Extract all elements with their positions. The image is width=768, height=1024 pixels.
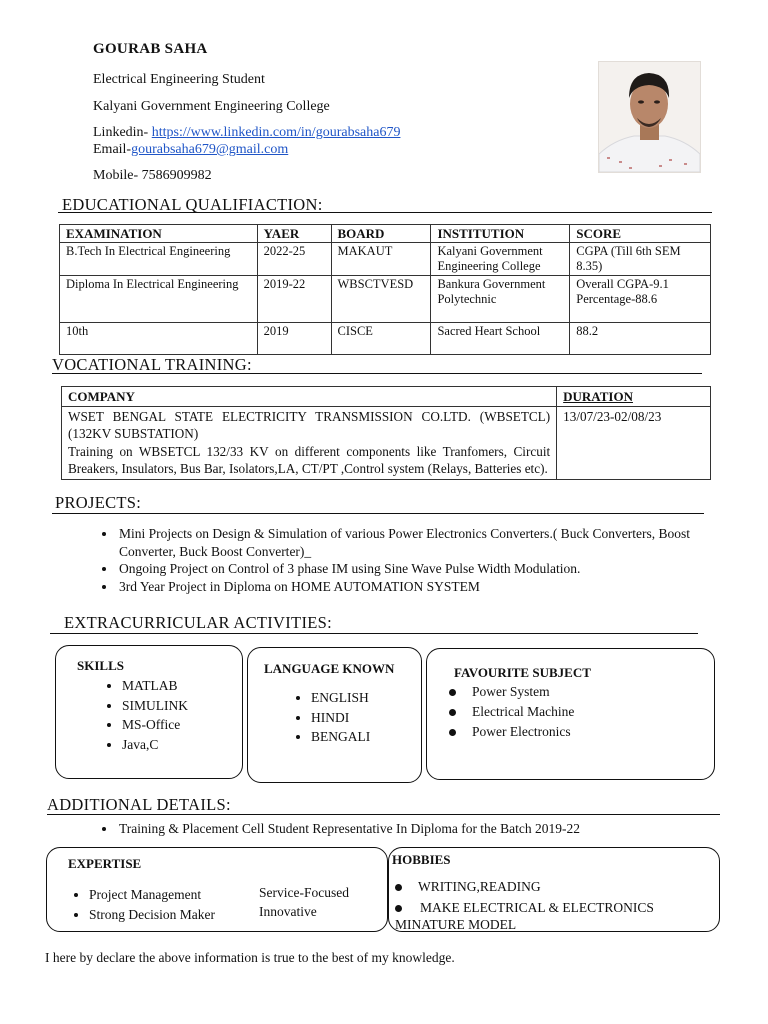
expertise-title: EXPERTISE <box>68 856 142 871</box>
hobbies-box <box>388 847 720 932</box>
bullet-icon <box>449 709 456 716</box>
hobby-item: WRITING,READING <box>395 879 541 895</box>
profile-photo <box>598 61 701 173</box>
vocational-heading: VOCATIONAL TRAINING: <box>52 355 252 374</box>
skills-title: SKILLS <box>77 658 124 673</box>
table-cell: Bankura Government Polytechnic <box>431 275 570 322</box>
list-item: • Strong Decision Maker <box>89 905 215 925</box>
declaration: I here by declare the above information is true to the best of my knowledge. <box>45 950 455 965</box>
duration-cell: 13/07/23-02/08/23 <box>557 406 711 479</box>
favourite-subject-box <box>426 648 715 780</box>
skills-box <box>55 645 243 779</box>
table-cell: CISCE <box>331 322 431 354</box>
hobbies-title: HOBBIES <box>392 852 451 867</box>
table-cell: MAKAUT <box>331 242 431 275</box>
table-row <box>60 275 711 322</box>
list-item: • MATLAB <box>122 676 188 696</box>
list-item: • Training & Placement Cell Student Representative In Diploma for the Batch 2019-22 <box>117 820 737 838</box>
email-link[interactable]: gourabsaha679@gmail.com <box>131 142 289 157</box>
table-cell: CGPA (Till 6th SEM 8.35) <box>570 242 711 275</box>
table-cell: Overall CGPA-9.1 Percentage-88.6 <box>570 275 711 322</box>
hobby-item: MAKE ELECTRICAL & ELECTRONICS MINATURE MODEL <box>395 900 654 932</box>
subjects-title: FAVOURITE SUBJECT <box>454 665 591 680</box>
table-cell: Sacred Heart School <box>431 322 570 354</box>
table-header-row <box>60 225 711 243</box>
list-item: • BENGALI <box>311 727 370 747</box>
skills-list <box>104 676 188 754</box>
table-cell: 2019 <box>257 322 331 354</box>
list-item: • Ongoing Project on Control of 3 phase IM using Sine Wave Pulse Width Modulation. <box>117 560 717 578</box>
table-cell: 2022-25 <box>257 242 331 275</box>
table-header-row <box>62 387 711 407</box>
linkedin-line <box>93 125 400 141</box>
linkedin-label: Linkedin- <box>93 125 149 140</box>
list-item: • Mini Projects on Design & Simulation of various Power Electronics Converters.( Buck Converters, Boost Converter, Buck Boost Converter)_ <box>117 525 717 560</box>
education-table <box>59 224 711 355</box>
extracurricular-rule <box>50 633 698 634</box>
languages-title: LANGUAGE KNOWN <box>264 661 395 676</box>
company-cell <box>62 406 557 479</box>
extracurricular-heading: EXTRACURRICULAR ACTIVITIES: <box>64 613 332 632</box>
list-item: • SIMULINK <box>122 696 188 716</box>
college: Kalyani Government Engineering College <box>93 99 330 114</box>
column-header: DURATION <box>557 387 711 407</box>
expertise-box <box>46 847 388 932</box>
projects-list <box>95 525 717 595</box>
linkedin-link[interactable]: https://www.linkedin.com/in/gourabsaha679 <box>151 125 401 140</box>
list-item: • 3rd Year Project in Diploma on HOME AUTOMATION SYSTEM <box>117 578 717 596</box>
table-cell: Kalyani Government Engineering College <box>431 242 570 275</box>
bullet-icon <box>449 689 456 696</box>
column-header: BOARD <box>331 225 431 243</box>
vocational-rule <box>52 373 702 374</box>
vocational-table <box>61 386 711 480</box>
languages-list <box>293 688 370 747</box>
additional-rule <box>47 814 720 815</box>
expertise-item-right: Innovative <box>259 904 317 919</box>
candidate-name: GOURAB SAHA <box>93 41 208 57</box>
list-item: • MS-Office <box>122 715 188 735</box>
email-line <box>93 142 288 158</box>
education-rule <box>58 212 712 213</box>
languages-box <box>247 647 422 783</box>
list-item: • ENGLISH <box>311 688 370 708</box>
bullet-icon <box>395 884 402 891</box>
mobile: Mobile- 7586909982 <box>93 168 212 183</box>
table-cell: B.Tech In Electrical Engineering <box>60 242 258 275</box>
list-item: • Java,C <box>122 735 188 755</box>
subtitle: Electrical Engineering Student <box>93 72 265 87</box>
subject-item: Power Electronics <box>449 724 571 740</box>
table-cell: 2019-22 <box>257 275 331 322</box>
expertise-list-left <box>71 885 215 924</box>
company-name: WSET BENGAL STATE ELECTRICITY TRANSMISSION CO.LTD. (WBSETCL) (132KV SUBSTATION) <box>68 408 551 441</box>
column-header: YAER <box>257 225 331 243</box>
bullet-icon <box>395 905 402 912</box>
subject-item: Power System <box>449 684 550 700</box>
additional-list <box>95 820 737 838</box>
table-cell: 88.2 <box>570 322 711 354</box>
list-item: • Project Management <box>89 885 215 905</box>
email-label: Email- <box>93 142 132 157</box>
projects-heading: PROJECTS: <box>55 493 142 512</box>
education-heading: EDUCATIONAL QUALIFIACTION: <box>62 195 323 214</box>
subject-item: Electrical Machine <box>449 704 574 720</box>
column-header: SCORE <box>570 225 711 243</box>
column-header: INSTITUTION <box>431 225 570 243</box>
table-cell: WBSCTVESD <box>331 275 431 322</box>
column-header: EXAMINATION <box>60 225 258 243</box>
projects-rule <box>52 513 704 514</box>
table-cell: Diploma In Electrical Engineering <box>60 275 258 322</box>
bullet-icon <box>449 729 456 736</box>
expertise-item-right: Service-Focused <box>259 885 349 900</box>
column-header: COMPANY <box>62 387 557 407</box>
table-row <box>60 242 711 275</box>
list-item: • HINDI <box>311 708 370 728</box>
table-cell: 10th <box>60 322 258 354</box>
additional-heading: ADDITIONAL DETAILS: <box>47 795 231 814</box>
table-row <box>62 406 711 479</box>
training-description: Training on WBSETCL 132/33 KV on different components like Tranfomers, Circuit Breakers, Insulators, Bus Bar, Isolators,LA, CT/PT ,Control system (Relays, Batteries etc). <box>68 443 551 476</box>
table-row <box>60 322 711 354</box>
